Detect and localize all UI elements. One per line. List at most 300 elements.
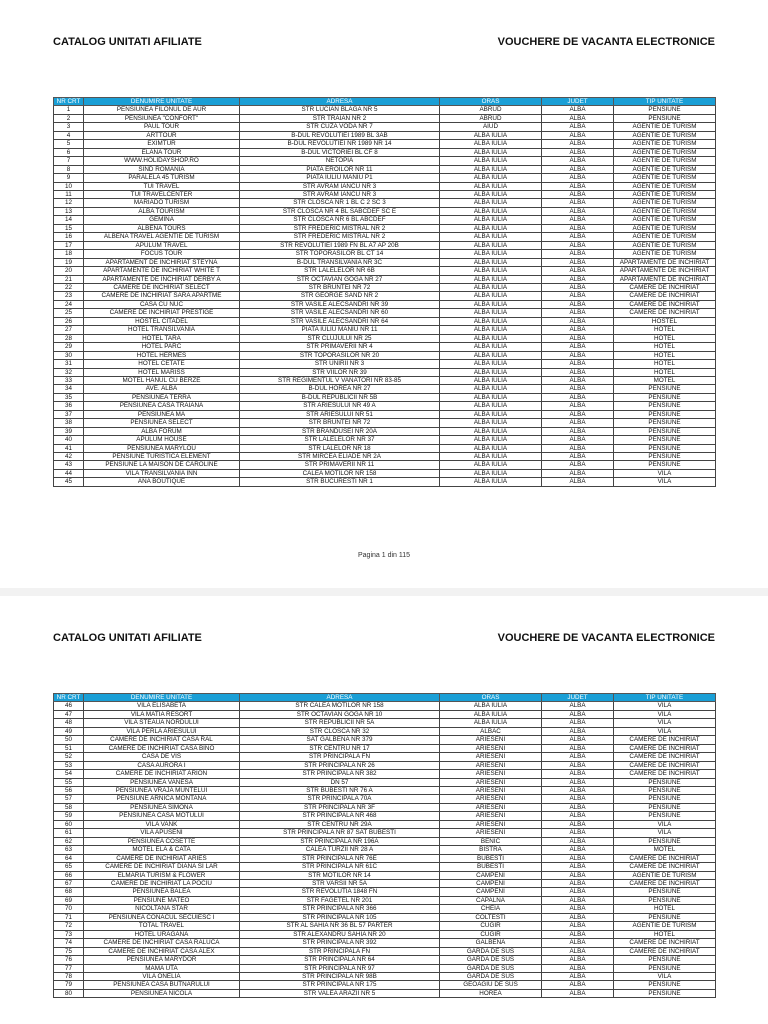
cell-adresa: STR REGIMENTUL V VANATORI NR 83-85 xyxy=(240,376,440,384)
cell-judet: ALBA xyxy=(542,334,614,342)
cell-nr-crt: 20 xyxy=(54,267,84,275)
cell-oras: ALBA IULIA xyxy=(440,233,542,241)
cell-tip-unitate: CAMERE DE INCHIRIAT xyxy=(614,863,716,871)
cell-tip-unitate: APARTAMENTE DE INCHIRIAT xyxy=(614,258,716,266)
cell-nr-crt: 33 xyxy=(54,376,84,384)
cell-nr-crt: 23 xyxy=(54,292,84,300)
cell-judet: ALBA xyxy=(542,233,614,241)
table-row xyxy=(54,837,716,845)
cell-judet: ALBA xyxy=(542,913,614,921)
cell-adresa: STR PRINCIPALA NR 468 xyxy=(240,812,440,820)
table-row xyxy=(54,241,716,249)
cell-oras: BUBESTI xyxy=(440,854,542,862)
cell-tip-unitate: CAMERE DE INCHIRIAT xyxy=(614,761,716,769)
cell-denumire-unitate: PENSIUNEA NICOLA xyxy=(84,989,240,997)
cell-tip-unitate: PENSIUNE xyxy=(614,786,716,794)
table-header-row xyxy=(54,98,716,106)
cell-adresa: STR CLUJULUI NR 25 xyxy=(240,334,440,342)
table-row xyxy=(54,778,716,786)
cell-tip-unitate: AGENTIE DE TURISM xyxy=(614,250,716,258)
cell-tip-unitate: AGENTIE DE TURISM xyxy=(614,131,716,139)
cell-adresa: STR CUZA VODA NR 7 xyxy=(240,123,440,131)
cell-nr-crt: 55 xyxy=(54,778,84,786)
cell-denumire-unitate: VILA TRANSILVANIA INN xyxy=(84,469,240,477)
cell-judet: ALBA xyxy=(542,393,614,401)
cell-oras: ALBA IULIA xyxy=(440,148,542,156)
cell-tip-unitate: VILA xyxy=(614,478,716,486)
cell-judet: ALBA xyxy=(542,250,614,258)
cell-oras: ALBA IULIA xyxy=(440,199,542,207)
cell-judet: ALBA xyxy=(542,343,614,351)
cell-oras: ABRUD xyxy=(440,114,542,122)
cell-nr-crt: 48 xyxy=(54,719,84,727)
cell-oras: ALBA IULIA xyxy=(440,157,542,165)
cell-judet: ALBA xyxy=(542,981,614,989)
table-row xyxy=(54,972,716,980)
cell-tip-unitate: AGENTIE DE TURISM xyxy=(614,224,716,232)
cell-denumire-unitate: PARALELA 45 TURISM xyxy=(84,174,240,182)
cell-tip-unitate: CAMERE DE INCHIRIAT xyxy=(614,753,716,761)
cell-nr-crt: 79 xyxy=(54,981,84,989)
cell-denumire-unitate: PENSIUNEA CASA TRAIANA xyxy=(84,402,240,410)
cell-denumire-unitate: ALBENA TOURS xyxy=(84,224,240,232)
cell-adresa: STR PRINCIPALA NR 97 xyxy=(240,964,440,972)
cell-denumire-unitate: WWW.HOLIDAYSHOP.RO xyxy=(84,157,240,165)
cell-tip-unitate: HOSTEL xyxy=(614,317,716,325)
table-row xyxy=(54,148,716,156)
cell-nr-crt: 43 xyxy=(54,461,84,469)
cell-judet: ALBA xyxy=(542,106,614,114)
cell-nr-crt: 75 xyxy=(54,947,84,955)
table-row xyxy=(54,106,716,114)
cell-denumire-unitate: HOTEL MARISS xyxy=(84,368,240,376)
cell-adresa: SAT GALBENA NR 379 xyxy=(240,736,440,744)
cell-adresa: STR VALEA ARAZII NR 5 xyxy=(240,989,440,997)
cell-denumire-unitate: APULUM TRAVEL xyxy=(84,241,240,249)
cell-judet: ALBA xyxy=(542,275,614,283)
cell-denumire-unitate: CAMERE DE INCHIRIAT PRESTIGE xyxy=(84,309,240,317)
cell-tip-unitate: PENSIUNE xyxy=(614,402,716,410)
cell-nr-crt: 35 xyxy=(54,393,84,401)
cell-denumire-unitate: PENSIUNEA CONACUL SECUIESC I xyxy=(84,913,240,921)
cell-tip-unitate: PENSIUNE xyxy=(614,812,716,820)
cell-denumire-unitate: CAMERE DE INCHIRIAT DIANA SI LAR xyxy=(84,863,240,871)
cell-tip-unitate: AGENTIE DE TURISM xyxy=(614,182,716,190)
cell-oras: ALBA IULIA xyxy=(440,300,542,308)
cell-tip-unitate: VILA xyxy=(614,820,716,828)
cell-oras: ARIESENI xyxy=(440,820,542,828)
cell-adresa: STR PRINCIPALA FN xyxy=(240,947,440,955)
cell-judet: ALBA xyxy=(542,190,614,198)
cell-tip-unitate: MOTEL xyxy=(614,846,716,854)
cell-denumire-unitate: ELANA TOUR xyxy=(84,148,240,156)
cell-nr-crt: 52 xyxy=(54,753,84,761)
cell-denumire-unitate: MOTEL ELA & CATA xyxy=(84,846,240,854)
cell-adresa: STR VASILE ALECSANDRI NR 64 xyxy=(240,317,440,325)
cell-oras: ALBAC xyxy=(440,727,542,735)
cell-denumire-unitate: CAMERE DE INCHIRIAT CASA RAL xyxy=(84,736,240,744)
cell-adresa: STR CLOSCA NR 6 BL ABCDEF xyxy=(240,216,440,224)
catalog-page-2 xyxy=(0,596,768,1024)
cell-oras: ALBA IULIA xyxy=(440,207,542,215)
table-row xyxy=(54,258,716,266)
cell-oras: GARDA DE SUS xyxy=(440,964,542,972)
table-row xyxy=(54,846,716,854)
cell-judet: ALBA xyxy=(542,744,614,752)
table-row xyxy=(54,216,716,224)
cell-nr-crt: 37 xyxy=(54,410,84,418)
cell-tip-unitate: PENSIUNE xyxy=(614,444,716,452)
cell-adresa: STR PRINCIPALA NR 87 SAT BUBESTI xyxy=(240,829,440,837)
cell-nr-crt: 45 xyxy=(54,478,84,486)
cell-tip-unitate: CAMERE DE INCHIRIAT xyxy=(614,283,716,291)
cell-adresa: STR FAGETEL NR 201 xyxy=(240,896,440,904)
cell-nr-crt: 8 xyxy=(54,165,84,173)
cell-tip-unitate: VILA xyxy=(614,702,716,710)
cell-judet: ALBA xyxy=(542,879,614,887)
cell-adresa: STR LALELOR NR 18 xyxy=(240,444,440,452)
cell-denumire-unitate: PENSIUNEA VRAJA MUNTELUI xyxy=(84,786,240,794)
cell-tip-unitate: PENSIUNE xyxy=(614,913,716,921)
cell-nr-crt: 38 xyxy=(54,419,84,427)
cell-nr-crt: 68 xyxy=(54,888,84,896)
cell-nr-crt: 40 xyxy=(54,436,84,444)
cell-denumire-unitate: HOTEL URAGANA xyxy=(84,930,240,938)
cell-nr-crt: 71 xyxy=(54,913,84,921)
cell-judet: ALBA xyxy=(542,283,614,291)
cell-denumire-unitate: CAMERE DE INCHIRIAT CASA RALUCA xyxy=(84,939,240,947)
cell-judet: ALBA xyxy=(542,829,614,837)
cell-oras: ARIESENI xyxy=(440,770,542,778)
voucher-title: VOUCHERE DE VACANTA ELECTRONICE xyxy=(497,632,715,644)
cell-nr-crt: 44 xyxy=(54,469,84,477)
cell-oras: ALBA IULIA xyxy=(440,309,542,317)
cell-oras: CUGIR xyxy=(440,922,542,930)
cell-adresa: STR BUCURESTI NR 1 xyxy=(240,478,440,486)
table-row xyxy=(54,469,716,477)
cell-nr-crt: 31 xyxy=(54,360,84,368)
column-header-denumire-unitate: DENUMIRE UNITATE xyxy=(84,98,240,106)
cell-nr-crt: 60 xyxy=(54,820,84,828)
table-row xyxy=(54,267,716,275)
cell-nr-crt: 3 xyxy=(54,123,84,131)
voucher-title: VOUCHERE DE VACANTA ELECTRONICE xyxy=(497,36,715,48)
cell-nr-crt: 28 xyxy=(54,334,84,342)
cell-denumire-unitate: CAMERE DE INCHIRIAT SARA APARTME xyxy=(84,292,240,300)
cell-nr-crt: 46 xyxy=(54,702,84,710)
cell-denumire-unitate: MARIADO TURISM xyxy=(84,199,240,207)
cell-tip-unitate: APARTAMENTE DE INCHIRIAT xyxy=(614,275,716,283)
cell-nr-crt: 54 xyxy=(54,770,84,778)
cell-oras: ARIESENI xyxy=(440,744,542,752)
cell-denumire-unitate: HOTEL TARA xyxy=(84,334,240,342)
cell-denumire-unitate: PENSIUNEA SELECT xyxy=(84,419,240,427)
cell-oras: AIUD xyxy=(440,123,542,131)
cell-nr-crt: 6 xyxy=(54,148,84,156)
cell-adresa: B-DUL REPUBLICII NR 5B xyxy=(240,393,440,401)
cell-nr-crt: 13 xyxy=(54,207,84,215)
cell-judet: ALBA xyxy=(542,436,614,444)
cell-nr-crt: 51 xyxy=(54,744,84,752)
cell-adresa: STR PRINCIPALA NR 105 xyxy=(240,913,440,921)
cell-oras: ALBA IULIA xyxy=(440,224,542,232)
cell-denumire-unitate: GEMINA xyxy=(84,216,240,224)
cell-denumire-unitate: PENSIUNEA SIMONA xyxy=(84,803,240,811)
cell-judet: ALBA xyxy=(542,854,614,862)
table-row xyxy=(54,190,716,198)
table-row xyxy=(54,427,716,435)
cell-denumire-unitate: APARTAMENT DE INCHIRIAT STEYNA xyxy=(84,258,240,266)
cell-nr-crt: 17 xyxy=(54,241,84,249)
cell-nr-crt: 9 xyxy=(54,174,84,182)
cell-judet: ALBA xyxy=(542,207,614,215)
cell-adresa: STR GEORGE SAND NR 2 xyxy=(240,292,440,300)
table-row xyxy=(54,334,716,342)
cell-adresa: STR LALELELOR NR 6B xyxy=(240,267,440,275)
table-row xyxy=(54,786,716,794)
cell-judet: ALBA xyxy=(542,461,614,469)
cell-denumire-unitate: ALBENA TRAVEL AGENTIE DE TURISM xyxy=(84,233,240,241)
cell-nr-crt: 19 xyxy=(54,258,84,266)
cell-denumire-unitate: CAMERE DE INCHIRIAT CASA ALEX xyxy=(84,947,240,955)
cell-nr-crt: 61 xyxy=(54,829,84,837)
table-row xyxy=(54,736,716,744)
cell-oras: ALBA IULIA xyxy=(440,393,542,401)
cell-tip-unitate: PENSIUNE xyxy=(614,888,716,896)
cell-tip-unitate: HOTEL xyxy=(614,334,716,342)
cell-judet: ALBA xyxy=(542,820,614,828)
cell-oras: ALBA IULIA xyxy=(440,444,542,452)
cell-judet: ALBA xyxy=(542,989,614,997)
cell-adresa: STR PRINCIPALA FN xyxy=(240,753,440,761)
cell-tip-unitate: PENSIUNE xyxy=(614,453,716,461)
cell-nr-crt: 50 xyxy=(54,736,84,744)
cell-oras: ALBA IULIA xyxy=(440,326,542,334)
cell-tip-unitate: PENSIUNE xyxy=(614,989,716,997)
table-row xyxy=(54,393,716,401)
cell-denumire-unitate: PENSIUNEA "CONFORT" xyxy=(84,114,240,122)
catalog-title: CATALOG UNITATI AFILIATE xyxy=(53,36,202,48)
table-row xyxy=(54,820,716,828)
cell-denumire-unitate: HOTEL TRANSILVANIA xyxy=(84,326,240,334)
cell-adresa: STR CLOSCA NR 1 BL C 2 SC 3 xyxy=(240,199,440,207)
cell-nr-crt: 53 xyxy=(54,761,84,769)
cell-nr-crt: 10 xyxy=(54,182,84,190)
cell-judet: ALBA xyxy=(542,114,614,122)
table-row xyxy=(54,829,716,837)
cell-adresa: STR FREDERIC MISTRAL NR 2 xyxy=(240,233,440,241)
cell-denumire-unitate: EXIMTUR xyxy=(84,140,240,148)
cell-tip-unitate: MOTEL xyxy=(614,376,716,384)
cell-judet: ALBA xyxy=(542,351,614,359)
cell-adresa: STR MOTILOR NR 14 xyxy=(240,871,440,879)
table-row xyxy=(54,478,716,486)
cell-nr-crt: 14 xyxy=(54,216,84,224)
cell-judet: ALBA xyxy=(542,770,614,778)
cell-adresa: STR CLOSCA NR 32 xyxy=(240,727,440,735)
cell-oras: BUBESTI xyxy=(440,863,542,871)
cell-adresa: STR PRINCIPALA NR 196A xyxy=(240,837,440,845)
cell-oras: ALBA IULIA xyxy=(440,368,542,376)
cell-adresa: STR PRINCIPALA NR 392 xyxy=(240,939,440,947)
cell-nr-crt: 30 xyxy=(54,351,84,359)
cell-tip-unitate: PENSIUNE xyxy=(614,837,716,845)
cell-adresa: STR CENTRU NR 29A xyxy=(240,820,440,828)
table-row xyxy=(54,444,716,452)
cell-denumire-unitate: ELMARIA TURISM & FLOWER xyxy=(84,871,240,879)
cell-oras: ARIESENI xyxy=(440,778,542,786)
table-row xyxy=(54,702,716,710)
cell-denumire-unitate: MAMA UTA xyxy=(84,964,240,972)
cell-denumire-unitate: VILA VANK xyxy=(84,820,240,828)
table-row xyxy=(54,981,716,989)
cell-nr-crt: 22 xyxy=(54,283,84,291)
cell-denumire-unitate: CASA AURORA I xyxy=(84,761,240,769)
cell-adresa: NETOPIA xyxy=(240,157,440,165)
cell-oras: ALBA IULIA xyxy=(440,190,542,198)
cell-oras: ALBA IULIA xyxy=(440,131,542,139)
cell-nr-crt: 16 xyxy=(54,233,84,241)
cell-denumire-unitate: PENSIUNEA MARYLOU xyxy=(84,444,240,452)
cell-tip-unitate: PENSIUNE xyxy=(614,896,716,904)
cell-judet: ALBA xyxy=(542,174,614,182)
cell-judet: ALBA xyxy=(542,385,614,393)
cell-adresa: B-DUL TRANSILVANIA NR 3C xyxy=(240,258,440,266)
cell-judet: ALBA xyxy=(542,478,614,486)
cell-adresa: STR VIILOR NR 39 xyxy=(240,368,440,376)
cell-nr-crt: 24 xyxy=(54,300,84,308)
cell-tip-unitate: APARTAMENTE DE INCHIRIAT xyxy=(614,267,716,275)
cell-judet: ALBA xyxy=(542,896,614,904)
table-row xyxy=(54,292,716,300)
cell-judet: ALBA xyxy=(542,753,614,761)
cell-judet: ALBA xyxy=(542,444,614,452)
cell-tip-unitate: CAMERE DE INCHIRIAT xyxy=(614,292,716,300)
cell-adresa: STR AVRAM IANCU NR 3 xyxy=(240,190,440,198)
cell-tip-unitate: VILA xyxy=(614,829,716,837)
cell-nr-crt: 15 xyxy=(54,224,84,232)
cell-oras: ALBA IULIA xyxy=(440,710,542,718)
cell-adresa: B-DUL VICTORIEI BL CF 8 xyxy=(240,148,440,156)
cell-denumire-unitate: PENSIUNEA CASA BUTNARULUI xyxy=(84,981,240,989)
cell-adresa: PIATA IULIU MANIU P1 xyxy=(240,174,440,182)
cell-tip-unitate: CAMERE DE INCHIRIAT xyxy=(614,770,716,778)
cell-tip-unitate: AGENTIE DE TURISM xyxy=(614,148,716,156)
cell-denumire-unitate: CAMERE DE INCHIRIAT SELECT xyxy=(84,283,240,291)
table-row xyxy=(54,770,716,778)
cell-adresa: STR TOPORASILOR BL CT 14 xyxy=(240,250,440,258)
cell-nr-crt: 64 xyxy=(54,854,84,862)
table-row xyxy=(54,896,716,904)
table-row xyxy=(54,453,716,461)
cell-adresa: STR ALEXANDRU SAHIA NR 20 xyxy=(240,930,440,938)
cell-adresa: STR MIRCEA ELIADE NR 2A xyxy=(240,453,440,461)
cell-nr-crt: 11 xyxy=(54,190,84,198)
table-row xyxy=(54,744,716,752)
cell-judet: ALBA xyxy=(542,300,614,308)
table-row xyxy=(54,879,716,887)
cell-adresa: STR CALEA MOTILOR NR 158 xyxy=(240,702,440,710)
column-header-nr-crt: NR CRT xyxy=(54,694,84,702)
cell-oras: ALBA IULIA xyxy=(440,334,542,342)
table-row xyxy=(54,114,716,122)
cell-judet: ALBA xyxy=(542,837,614,845)
cell-nr-crt: 4 xyxy=(54,131,84,139)
cell-tip-unitate: CAMERE DE INCHIRIAT xyxy=(614,309,716,317)
cell-nr-crt: 41 xyxy=(54,444,84,452)
cell-denumire-unitate: NICOLTANA STAR xyxy=(84,905,240,913)
cell-judet: ALBA xyxy=(542,368,614,376)
cell-adresa: STR BRANDUSEI NR 20A xyxy=(240,427,440,435)
table-row xyxy=(54,317,716,325)
cell-adresa: STR PRINCIPALA NR 64 xyxy=(240,956,440,964)
cell-tip-unitate: HOTEL xyxy=(614,368,716,376)
cell-judet: ALBA xyxy=(542,947,614,955)
table-row xyxy=(54,812,716,820)
cell-oras: ALBA IULIA xyxy=(440,292,542,300)
cell-nr-crt: 69 xyxy=(54,896,84,904)
cell-tip-unitate: VILA xyxy=(614,727,716,735)
cell-tip-unitate: VILA xyxy=(614,719,716,727)
cell-judet: ALBA xyxy=(542,292,614,300)
cell-oras: ALBA IULIA xyxy=(440,360,542,368)
table-row xyxy=(54,283,716,291)
cell-tip-unitate: HOTEL xyxy=(614,905,716,913)
cell-oras: ALBA IULIA xyxy=(440,250,542,258)
cell-adresa: STR AVRAM IANCU NR 3 xyxy=(240,182,440,190)
cell-oras: ARIESENI xyxy=(440,795,542,803)
cell-oras: GEOAGIU DE SUS xyxy=(440,981,542,989)
table-row xyxy=(54,956,716,964)
cell-adresa: STR PRINCIPALA NR 98B xyxy=(240,972,440,980)
cell-denumire-unitate: PENSIUNEA FILONUL DE AUR xyxy=(84,106,240,114)
table-row xyxy=(54,402,716,410)
table-row xyxy=(54,351,716,359)
cell-tip-unitate: PENSIUNE xyxy=(614,114,716,122)
table-row xyxy=(54,888,716,896)
cell-tip-unitate: CAMERE DE INCHIRIAT xyxy=(614,744,716,752)
cell-denumire-unitate: PENSIUNEA MA xyxy=(84,410,240,418)
cell-oras: ALBA IULIA xyxy=(440,376,542,384)
cell-adresa: B-DUL REVOLUTIEI 1989 BL 3AB xyxy=(240,131,440,139)
cell-adresa: STR PRINCIPALA NR 76E xyxy=(240,854,440,862)
cell-tip-unitate: PENSIUNE xyxy=(614,964,716,972)
cell-oras: ALBA IULIA xyxy=(440,216,542,224)
cell-adresa: CALEA TURZII NR 28 A xyxy=(240,846,440,854)
cell-denumire-unitate: ARTTOUR xyxy=(84,131,240,139)
cell-denumire-unitate: ANA BOUTIQUE xyxy=(84,478,240,486)
cell-oras: COLTESTI xyxy=(440,913,542,921)
cell-denumire-unitate: CAMERE DE INCHIRIAT LA POCIU xyxy=(84,879,240,887)
cell-oras: ALBA IULIA xyxy=(440,410,542,418)
column-header-denumire-unitate: DENUMIRE UNITATE xyxy=(84,694,240,702)
table-row xyxy=(54,360,716,368)
cell-judet: ALBA xyxy=(542,803,614,811)
table-row xyxy=(54,795,716,803)
cell-nr-crt: 73 xyxy=(54,930,84,938)
column-header-oras: ORAS xyxy=(440,98,542,106)
cell-nr-crt: 65 xyxy=(54,863,84,871)
table-row xyxy=(54,803,716,811)
cell-oras: ALBA IULIA xyxy=(440,453,542,461)
cell-judet: ALBA xyxy=(542,216,614,224)
column-header-tip-unitate: TIP UNITATE xyxy=(614,694,716,702)
cell-judet: ALBA xyxy=(542,786,614,794)
cell-denumire-unitate: CAMERE DE INCHIRIAT CASA BINO xyxy=(84,744,240,752)
cell-nr-crt: 66 xyxy=(54,871,84,879)
table-row xyxy=(54,376,716,384)
cell-tip-unitate: PENSIUNE xyxy=(614,795,716,803)
